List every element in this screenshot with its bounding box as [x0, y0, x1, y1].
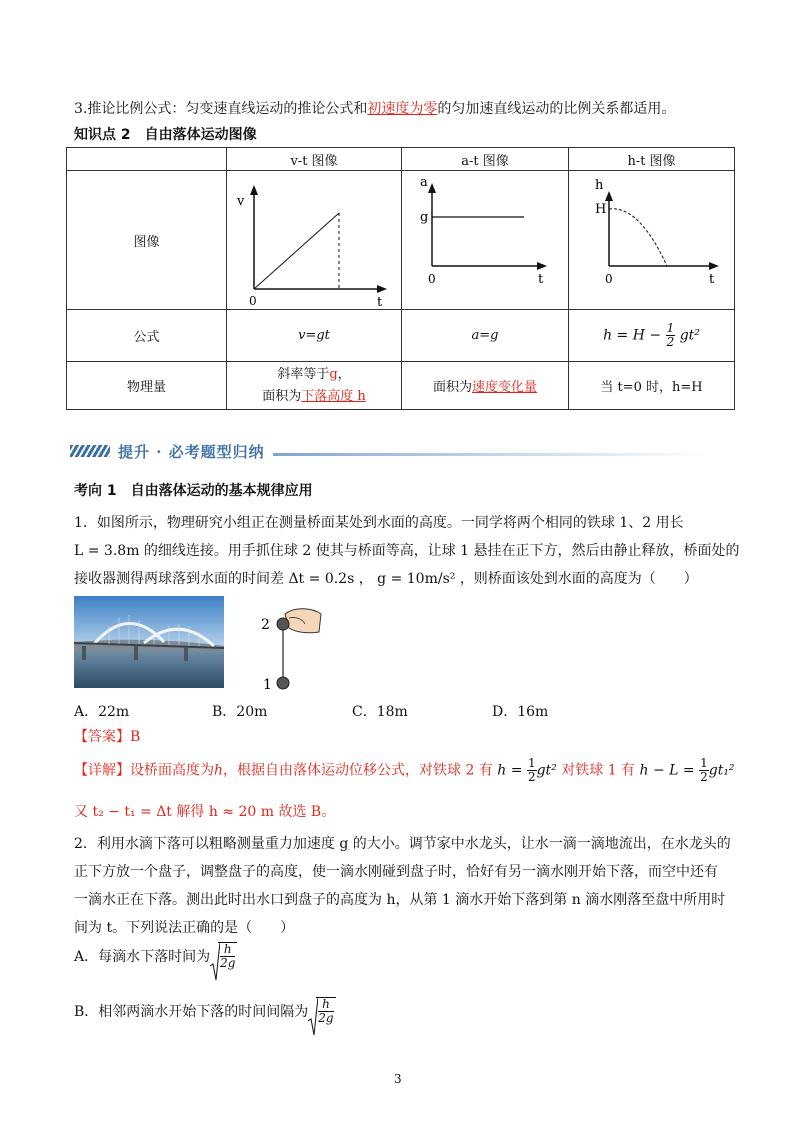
formula-v: v=gt [227, 310, 402, 362]
formula-h-tail: gt² [679, 327, 700, 344]
q1-eq1-num: 1 [527, 756, 536, 770]
q2-line1: 2．利用水滴下落可以粗略测量重力加速度 g 的大小。调节家中水龙头，让水一滴一滴地流出，在水龙头的 [74, 836, 731, 852]
q1-detail-eq2-frac [699, 757, 709, 784]
phys-a [402, 362, 569, 410]
section3-suffix: 的匀加速直线运动的比例关系都适用。 [437, 101, 676, 117]
vt-y-label: v [237, 194, 245, 209]
sqrt-sign-icon [210, 942, 220, 982]
q2-b-num: h [318, 998, 333, 1012]
q2-option-b-text: B．相邻两滴水开始下落的时间间隔为 [74, 1004, 309, 1020]
q1-line3: 接收器测得两球落到水面的时间差 Δt = 0.2s ， g = 10m/s² ，则桥面该处到水面的高度为（ ） [74, 571, 698, 587]
section3-text [74, 98, 675, 118]
q2-option-a-sqrt [210, 942, 237, 970]
q2-b-den: 2g [318, 1011, 334, 1025]
at-y-label: a [420, 175, 428, 190]
q1-eq1-den: 2 [527, 770, 536, 784]
ball-1-label: 1 [263, 677, 272, 693]
q1-detail-eq1: h = [497, 762, 523, 779]
phys-v-line1-red: g [329, 366, 338, 382]
q1-detail-mid: ，根据自由落体运动位移公式，对铁球 2 有 [223, 762, 493, 779]
bridge-photo [74, 596, 224, 688]
q2-a-num: h [220, 943, 235, 957]
header-at: a-t 图像 [402, 148, 569, 171]
at-graph [402, 171, 569, 309]
q1-answer: 【答案】B [74, 729, 141, 745]
ht-level-label: H [595, 202, 607, 217]
q1-option-c[interactable]: C．18m [352, 704, 408, 720]
vt-origin: 0 [249, 294, 257, 308]
q1-eq2-num: 1 [700, 756, 708, 770]
q1-detail-eq1-frac [527, 757, 537, 784]
phys-h: 当 t=0 时，h=H [569, 362, 735, 410]
phys-v-line2-prefix: 面积为 [262, 388, 302, 404]
vt-graph-cell [227, 171, 402, 310]
ht-graph-cell [569, 171, 735, 310]
phys-v-line1-prefix: 斜率等于 [277, 366, 330, 382]
q2-a-den: 2g [220, 956, 236, 970]
knowledge-point-2-title: 知识点 2 自由落体运动图像 [74, 127, 257, 143]
q2-line2: 正下方放一个盘子，调整盘子的高度，使一滴水刚碰到盘子时，恰好有另一滴水刚开始下落，而空中还有 [74, 864, 718, 880]
banner-title: 提升 · 必考题型归纳 [110, 441, 273, 462]
q1-detail-mid2: 对铁球 1 有 [561, 762, 636, 779]
q1-option-a[interactable]: A．22m [74, 704, 130, 720]
q2-line4: 间为 t。下列说法正确的是（ ） [74, 920, 295, 936]
header-vt: v-t 图像 [227, 148, 402, 171]
q1-detail-prefix: 【详解】设桥面高度为 [74, 762, 214, 779]
formula-h-den: 2 [666, 335, 675, 349]
q1-detail-eq2: h − L = [639, 762, 695, 779]
banner-stripe [70, 445, 110, 457]
vt-x-label: t [377, 295, 383, 309]
q1-detail-eq1-tail: gt² [536, 762, 557, 779]
q1-detail-h: h [214, 762, 224, 779]
q1-detail-eq2-tail: gt₁² [708, 762, 735, 779]
phys-a-prefix: 面积为 [432, 380, 472, 395]
ball-2-label: 2 [261, 617, 270, 633]
ht-origin: 0 [605, 272, 613, 286]
q2-option-a-text: A．每滴水下落时间为 [74, 949, 211, 965]
at-x-label: t [538, 272, 544, 287]
q1-option-b[interactable]: B．20m [212, 704, 268, 720]
section3-highlight: 初速度为零 [367, 101, 438, 117]
row-label-formula: 公式 [67, 310, 227, 362]
formula-a: a=g [402, 310, 569, 362]
phys-a-red: 速度变化量 [472, 380, 538, 395]
q2-option-b[interactable] [74, 990, 336, 1032]
two-balls-figure [255, 604, 325, 696]
q1-detail [74, 757, 735, 784]
q1-line2: L = 3.8m 的细线连接。用手抓住球 2 使其与桥面等高，让球 1 悬挂在正下方，然后由静止释放，桥面处的 [74, 543, 740, 559]
header-empty [67, 148, 227, 171]
q1-eq2-den: 2 [700, 770, 708, 784]
q2-option-b-sqrt [308, 997, 335, 1025]
at-level-label: g [420, 210, 429, 225]
formula-h-fraction [666, 322, 676, 349]
row-label-physics: 物理量 [67, 362, 227, 410]
formula-h [569, 310, 735, 362]
at-graph-cell [402, 171, 569, 310]
ht-x-label: t [709, 272, 715, 287]
q1-line1: 1．如图所示，物理研究小组正在测量桥面某处到水面的高度。一同学将两个相同的铁球 1、2 用长 [74, 515, 684, 531]
topic1-title: 考向 1 自由落体运动的基本规律应用 [74, 483, 313, 499]
q1-detail-line2: 又 t₂ − t₁ = Δt 解得 h ≈ 20 m 故选 B。 [74, 804, 336, 820]
q1-option-d[interactable]: D．16m [492, 704, 549, 720]
section-banner [70, 441, 710, 463]
phys-v-line1-suffix: ， [337, 366, 351, 382]
section3-prefix: 3.推论比例公式：匀变速直线运动的推论公式和 [74, 101, 368, 117]
ht-y-label: h [595, 178, 604, 193]
graph-table [66, 147, 735, 410]
phys-v-line2-red: 下落高度 h [301, 388, 366, 404]
ht-graph [569, 171, 735, 309]
vt-graph [227, 171, 402, 309]
formula-h-lhs: h = H − [603, 327, 662, 344]
row-label-graph: 图像 [67, 171, 227, 310]
header-ht: h-t 图像 [569, 148, 735, 171]
at-origin: 0 [428, 272, 436, 286]
page-number: 3 [394, 1072, 402, 1086]
phys-v [227, 362, 402, 410]
q2-line3: 一滴水正在下落。测出此时出水口到盘子的高度为 h，从第 1 滴水开始下落到第 n 滴水刚落至盘中所用时 [74, 892, 726, 908]
sqrt-sign-icon [308, 997, 318, 1037]
q2-option-a[interactable] [74, 935, 237, 977]
formula-h-num: 1 [666, 321, 675, 335]
